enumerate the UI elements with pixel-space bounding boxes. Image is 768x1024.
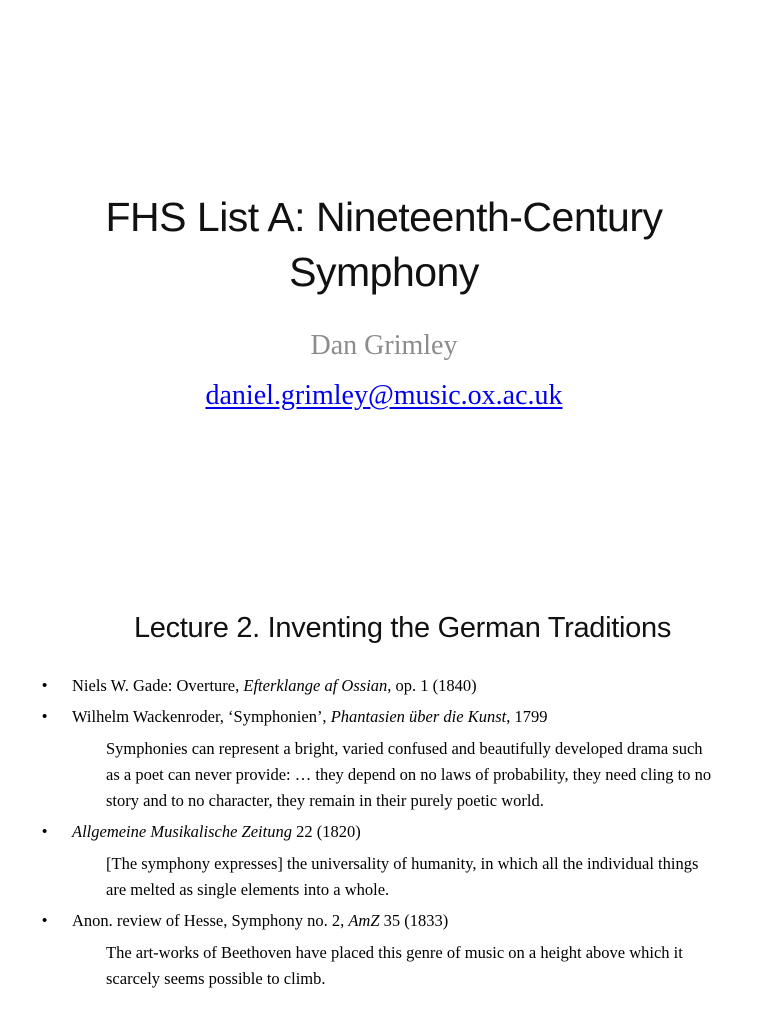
bullet-marker: • (42, 708, 48, 725)
work-title: Efterklange af Ossian (243, 676, 388, 695)
bullet-marker: • (42, 912, 48, 929)
work-title: Allgemeine Musikalische Zeitung (72, 822, 292, 841)
quotation: The art-works of Beethoven have placed this genre of music on a height above which it scarcely seems possible to climb. (106, 943, 683, 988)
bullet-text: Anon. review of Hesse, Symphony no. 2, (72, 911, 349, 930)
bullet-text: 22 (1820) (291, 822, 361, 841)
author-email-link[interactable]: daniel.grimley@music.ox.ac.uk (205, 380, 563, 411)
presentation-title: FHS List A: Nineteenth-Century Symphony (105, 194, 663, 295)
bullet-text: Niels W. Gade: Overture, (72, 676, 244, 695)
bullet-text: Wilhelm Wackenroder, ‘Symphonien’, (72, 707, 331, 726)
bullet-item (0, 909, 768, 933)
bullet-item (0, 674, 768, 698)
bullet-marker: • (42, 677, 48, 694)
bullet-text: , op. 1 (1840) (387, 676, 477, 695)
bullet-item (0, 820, 768, 844)
bullet-marker: • (42, 823, 48, 840)
bullet-text: 35 (1833) (379, 911, 449, 930)
bullet-item (0, 705, 768, 729)
quotation: Symphonies can represent a bright, varied confused and beautifully developed drama such as a poet can never provide: … they depend on no laws of probability, they need cling to no story and to no character, they remain in their purely poetic world. (106, 739, 712, 810)
lecture-title: Lecture 2. Inventing the German Traditions (133, 612, 672, 644)
lecture-content (0, 674, 768, 998)
bullet-text: , 1799 (506, 707, 548, 726)
quotation: [The symphony expresses] the universality of humanity, in which all the individual things are melted as single elements into a whole. (106, 854, 699, 899)
author-name: Dan Grimley (310, 330, 458, 361)
work-title: AmZ (348, 911, 380, 930)
work-title: Phantasien über die Kunst (330, 707, 507, 726)
